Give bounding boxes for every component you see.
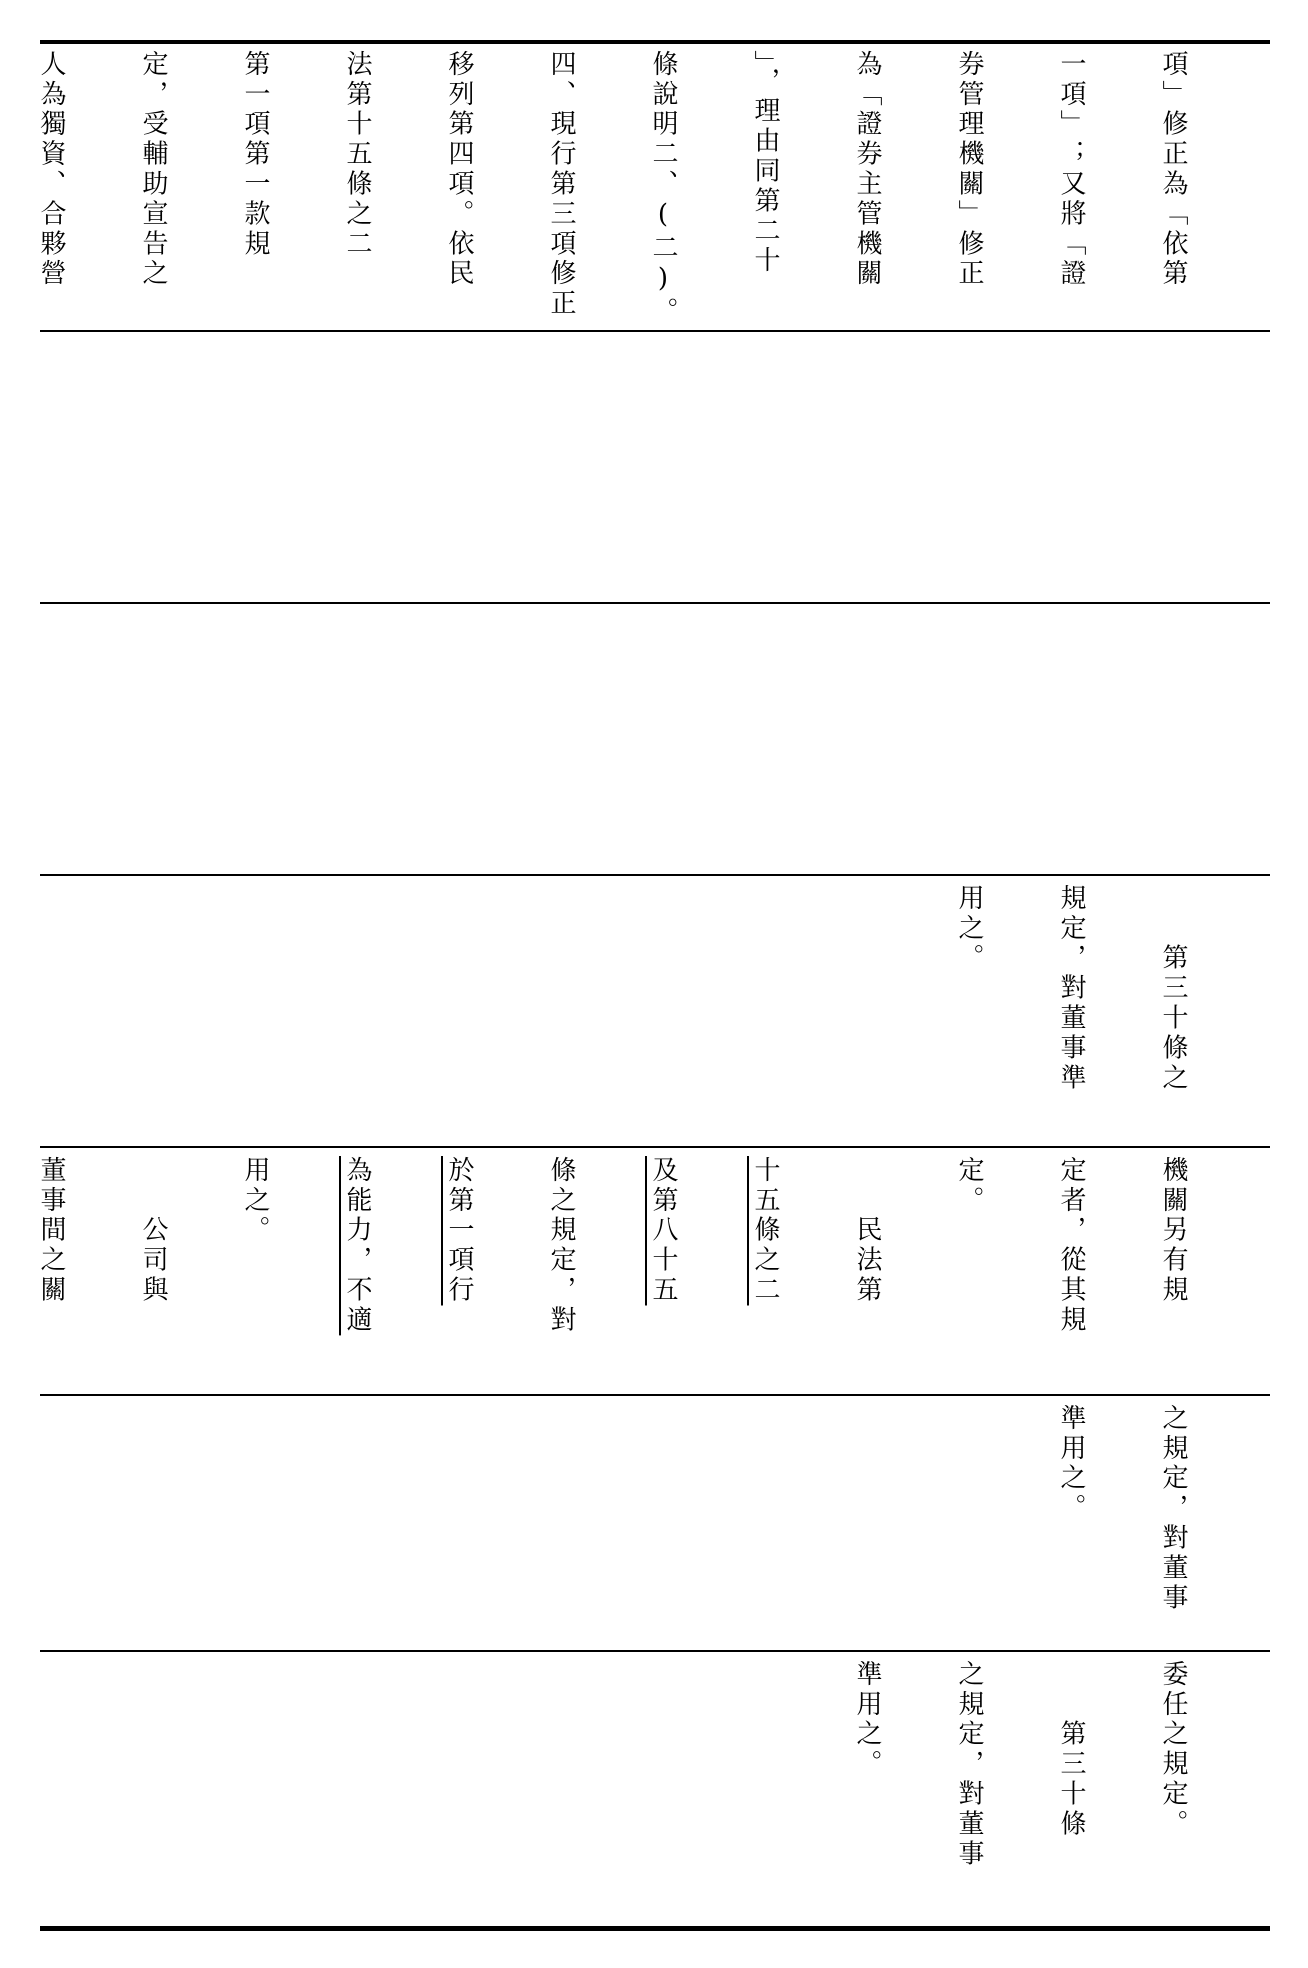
text-line: 一項」；又將「證 (1056, 50, 1086, 290)
row-divider (40, 1394, 1270, 1396)
text-line: 定者，從其規 (1056, 1156, 1086, 1336)
comparison-table (36, 40, 1270, 1958)
row-4-cell (54, 884, 1258, 1138)
text-line: 公司與 (138, 1156, 168, 1306)
text-line: 第一項第一款規 (240, 50, 270, 260)
text-line: 準用之。 (852, 1660, 882, 1780)
row-7-text (54, 1660, 1258, 1918)
text-line: 人為獨資、合夥營 (36, 50, 66, 290)
row-7-cell (54, 1660, 1258, 1918)
text-line: 條之規定，對 (546, 1156, 576, 1336)
row-6-cell (54, 1404, 1258, 1644)
text-line: 第三十條 (1056, 1660, 1086, 1840)
text-line: 移列第四項。依民 (444, 50, 474, 290)
row-divider (40, 1650, 1270, 1652)
text-line: 機關另有規 (1158, 1156, 1188, 1306)
text-line: 定，受輔助宣告之 (138, 50, 168, 290)
row-divider (40, 1146, 1270, 1148)
text-line: 之規定，對董事 (1158, 1404, 1188, 1614)
underlined-line: 為能力，不適 (342, 1156, 372, 1336)
text-line: 法第十五條之二 (342, 50, 372, 260)
table-top-rule (40, 40, 1270, 44)
text-line: 董事間之關 (36, 1156, 66, 1306)
underlined-line: 及第八十五 (648, 1156, 678, 1306)
row-5-text (36, 1156, 1258, 1388)
text-line: 券管理機關」修正 (954, 50, 984, 290)
text-line: 為「證券主管機關 (852, 50, 882, 290)
text-line: 委任之規定。 (1158, 1660, 1188, 1840)
row-1-text (36, 50, 1258, 328)
row-6-text (54, 1404, 1258, 1644)
row-1-cell (36, 50, 1258, 328)
text-line: 四、現行第三項修正 (546, 50, 576, 320)
text-line: 定。 (954, 1156, 984, 1216)
text-line: 民法第 (852, 1156, 882, 1306)
text-line: 項」修正為「依第 (1158, 50, 1188, 290)
text-line: 」，理由同第二十 (750, 50, 780, 277)
row-divider (40, 602, 1270, 604)
row-4-text (54, 884, 1258, 1138)
text-line: 第三十條之 (1158, 884, 1188, 1094)
text-line: 用之。 (240, 1156, 270, 1246)
table-bottom-rule (40, 1926, 1270, 1931)
text-line: 規定，對董事準 (1056, 884, 1086, 1094)
text-line: 條說明二、(二)。 (648, 50, 678, 328)
text-line: 準用之。 (1056, 1404, 1086, 1524)
row-divider (40, 330, 1270, 332)
text-line: 用之。 (954, 884, 984, 974)
text-line: 之規定，對董事 (954, 1660, 984, 1870)
row-5-cell (36, 1156, 1258, 1388)
row-3-cell (54, 612, 1258, 866)
row-divider (40, 874, 1270, 876)
underlined-line: 十五條之二 (750, 1156, 780, 1306)
document-page (36, 40, 1270, 1958)
row-2-cell (54, 340, 1258, 594)
underlined-line: 於第一項行 (444, 1156, 474, 1306)
